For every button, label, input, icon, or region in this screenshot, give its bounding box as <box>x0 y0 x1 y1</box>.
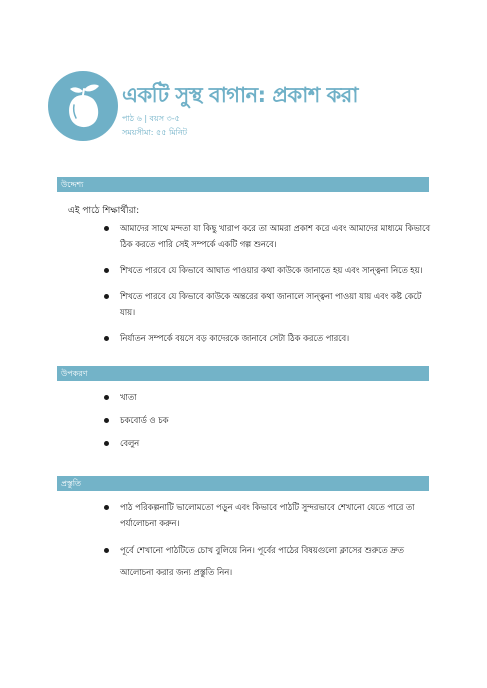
bullet-icon <box>104 294 109 299</box>
section-heading-materials: উপকরণ <box>57 366 429 381</box>
list-item: পাঠ পরিকল্পনাটি ভালোমতো পড়ুন এবং কিভাবে পাঠটি সুন্দরভাবে শেখানো যেতে পারে তা পর্যালোচনা করুন। <box>104 499 434 531</box>
bullet-icon <box>104 268 109 273</box>
list-item: পূর্বে শেখানো পাঠটিতে চোখ বুলিয়ে নিন। পূর্বের পাঠের বিষয়গুলো ক্লাসের শুরুতে দ্রুত আলোচনা করার জন্য প্রস্তুতি নিন। <box>104 539 434 583</box>
section-heading-preparation: প্রস্তুতি <box>57 476 429 491</box>
bullet-icon <box>104 441 109 446</box>
bullet-icon <box>104 226 109 231</box>
page-title: একটি সুস্থ বাগান: প্রকাশ করা <box>122 83 358 107</box>
list-item: শিখতে পারবে যে কিভাবে কাউকে অন্তরের কথা জানালে সান্ত্বনা পাওয়া যায় এবং কষ্ট কেটে যায়। <box>104 288 434 320</box>
bullet-icon <box>104 418 109 423</box>
preparation-list <box>104 499 434 583</box>
list-item: আমাদের সাথে মন্দতা যা কিছু খারাপ করে তা আমরা প্রকাশ করে এবং আমাদের মাধ্যমে কিভাবে ঠিক করতে পারি সেই সম্পর্কে একটি গল্প শুনবে। <box>104 220 434 252</box>
list-item: চকবোর্ড ও চক <box>104 412 434 428</box>
list-item: বেলুন <box>104 435 434 451</box>
objectives-list <box>104 220 434 346</box>
list-item: খাতা <box>104 389 434 405</box>
duration: সময়সীমা: ৫৫ মিনিট <box>122 128 188 137</box>
section-heading-objectives: উদ্দেশ্য <box>57 177 429 192</box>
objectives-intro: এই পাঠে শিক্ষার্থীরা: <box>68 206 140 216</box>
list-item: শিখতে পারবে যে কিভাবে আঘাত পাওয়ার কথা কাউকে জানাতে হয় এবং সান্ত্বনা নিতে হয়। <box>104 262 434 278</box>
lesson-info: পাঠ ৬ | বয়স ৩-৫ <box>122 114 180 123</box>
list-item: নির্যাতন সম্পর্কে বয়সে বড় কাদেরকে জানাবে সেটা ঠিক করতে পারবে। <box>104 330 434 346</box>
bullet-icon <box>104 336 109 341</box>
materials-list <box>104 389 434 451</box>
mango-icon <box>61 81 105 131</box>
logo-badge <box>48 71 118 141</box>
bullet-icon <box>104 548 109 553</box>
bullet-icon <box>104 395 109 400</box>
bullet-icon <box>104 505 109 510</box>
